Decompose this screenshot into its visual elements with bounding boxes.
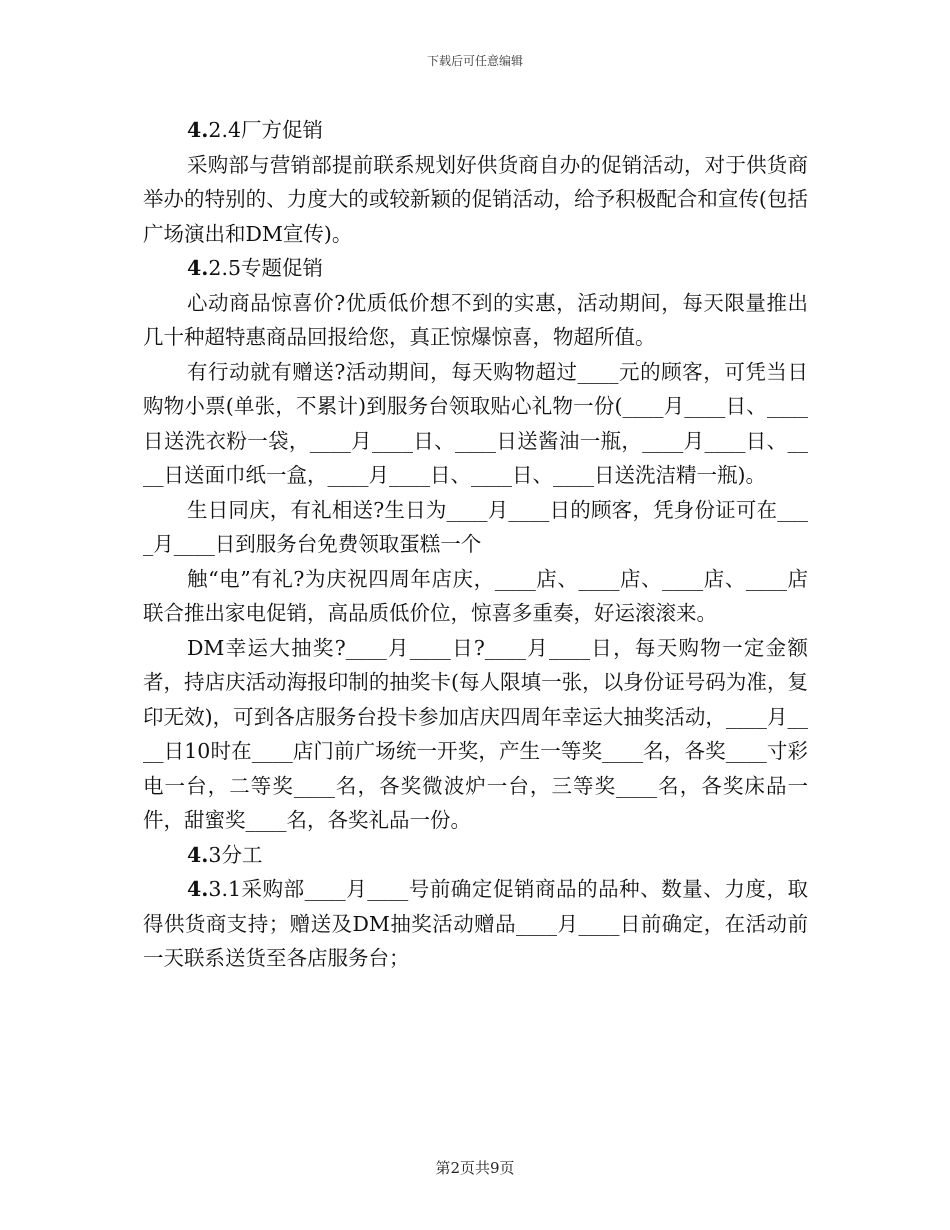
section-heading [143, 251, 808, 286]
section-title: 3分工 [208, 842, 263, 867]
paragraph: DM幸运大抽奖?____月____日?____月____日，每天购物一定金额者，持店庆活动海报印制的抽奖卡(每人限填一张，以身份证号码为准，复印无效)，可到各店服务台投卡参加店庆四周年幸运大抽奖活动，____月____日10时在____店门前广场统一开奖，产生一等奖____名，各奖____寸彩电一台，二等奖____名，各奖微波炉一台，三等奖____名，各奖床品一件，甜蜜奖____名，各奖礼品一份。 [143, 635, 808, 832]
paragraph: 有行动就有赠送?活动期间，每天购物超过____元的顾客，可凭当日购物小票(单张，不累计)到服务台领取贴心礼物一份(____月____日、____日送洗衣粉一袋，____月____日、____日送酱油一瓶，____月____日、____日送面巾纸一盒，____月____日、____日、____日送洗洁精一瓶)。 [143, 359, 808, 487]
paragraph: 采购部与营销部提前联系规划好供货商自办的促销活动，对于供货商举办的特别的、力度大的或较新颖的促销活动，给予积极配合和宣传(包括广场演出和DM宣传)。 [143, 152, 808, 246]
section-title: 2.4厂方促销 [208, 118, 324, 142]
section-title: 2.5专题促销 [208, 256, 324, 280]
section-heading [143, 838, 808, 873]
paragraph [143, 872, 808, 976]
document-body [143, 113, 808, 976]
section-number: 4. [187, 842, 209, 867]
paragraph-text: 3.1采购部____月____号前确定促销商品的品种、数量、力度，取得供货商支持；赠送及DM抽奖活动赠品____月____日前确定，在活动前一天联系送货至各店服务台； [143, 877, 808, 970]
page-header: 下载后可任意编辑 [426, 54, 523, 68]
section-number: 4. [187, 877, 209, 901]
section-number: 4. [187, 256, 209, 280]
paragraph: 触“电”有礼?为庆祝四周年店庆，____店、____店、____店、____店联合推出家电促销，高品质低价位，惊喜多重奏，好运滚滚来。 [143, 566, 808, 625]
paragraph: 心动商品惊喜价?优质低价想不到的实惠，活动期间，每天限量推出几十种超特惠商品回报给您，真正惊爆惊喜，物超所值。 [143, 290, 808, 349]
paragraph: 生日同庆，有礼相送?生日为____月____日的顾客，凭身份证可在____月____日到服务台免费领取蛋糕一个 [143, 497, 808, 556]
section-number: 4. [187, 118, 209, 142]
page-footer: 第2页共9页 [435, 1159, 515, 1177]
section-heading [143, 113, 808, 148]
